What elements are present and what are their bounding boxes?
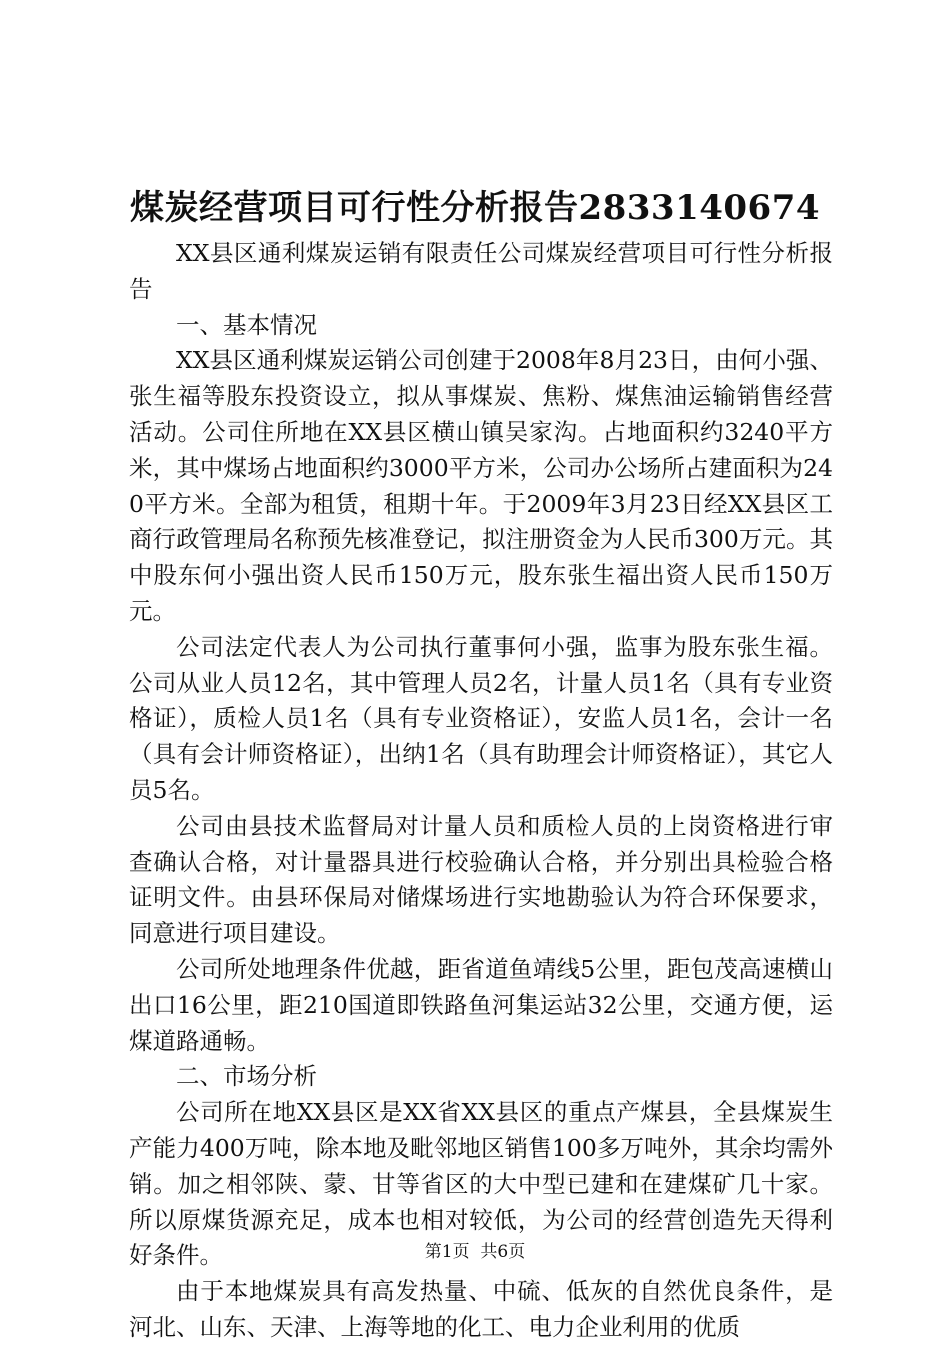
document-title: 煤炭经营项目可行性分析报告2833140674 xyxy=(129,188,821,228)
page-number-footer: 第1页 共6页 xyxy=(424,1242,526,1262)
paragraph-subtitle: XX县区通利煤炭运销有限责任公司煤炭经营项目可行性分析报告 xyxy=(129,239,833,303)
paragraph-certification: 公司由县技术监督局对计量人员和质检人员的上岗资格进行审查确认合格，对计量器具进行校验确认合格，并分别出具检验合格证明文件。由县环保局对储煤场进行实地勘验认为符合环保要求，同意进行项目建设。 xyxy=(129,811,833,948)
paragraph-company-overview: XX县区通利煤炭运销公司创建于2008年8月23日，由何小强、张生福等股东投资设立，拟从事煤炭、焦粉、煤焦油运输销售经营活动。公司住所地在XX县区横山镇吴家沟。占地面积约3240平方米，其中煤场占地面积约3000平方米，公司办公场所占建面积为240平方米。全部为租赁，租期十年。于2009年3月23日经XX县区工商行政管理局名称预先核准登记，拟注册资金为人民币300万元。其中股东何小强出资人民币150万元，股东张生福出资人民币150万元。 xyxy=(129,346,833,625)
paragraph-staffing: 公司法定代表人为公司执行董事何小强，监事为股东张生福。公司从业人员12名，其中管理人员2名，计量人员1名（具有专业资格证），质检人员1名（具有专业资格证），安监人员1名，会计一名（具有会计师资格证），出纳1名（具有助理会计师资格证），其它人员5名。 xyxy=(129,632,833,804)
section-heading-basic-info: 一、基本情况 xyxy=(176,310,317,339)
section-heading-market-analysis: 二、市场分析 xyxy=(176,1062,317,1091)
paragraph-coal-quality: 由于本地煤炭具有高发热量、中硫、低灰的自然优良条件，是河北、山东、天津、上海等地的化工、电力企业利用的优质 xyxy=(129,1277,833,1341)
paragraph-location: 公司所处地理条件优越，距省道鱼靖线5公里，距包茂高速横山出口16公里，距210国道即铁路鱼河集运站32公里，交通方便，运煤道路通畅。 xyxy=(129,954,833,1055)
paragraph-market-supply: 公司所在地XX县区是XX省XX县区的重点产煤县，全县煤炭生产能力400万吨，除本地及毗邻地区销售100多万吨外，其余均需外销。加之相邻陕、蒙、甘等省区的大中型已建和在建煤矿几十家。所以原煤货源充足，成本也相对较低，为公司的经营创造先天得利好条件。 xyxy=(129,1098,833,1270)
document-body xyxy=(129,236,833,1346)
